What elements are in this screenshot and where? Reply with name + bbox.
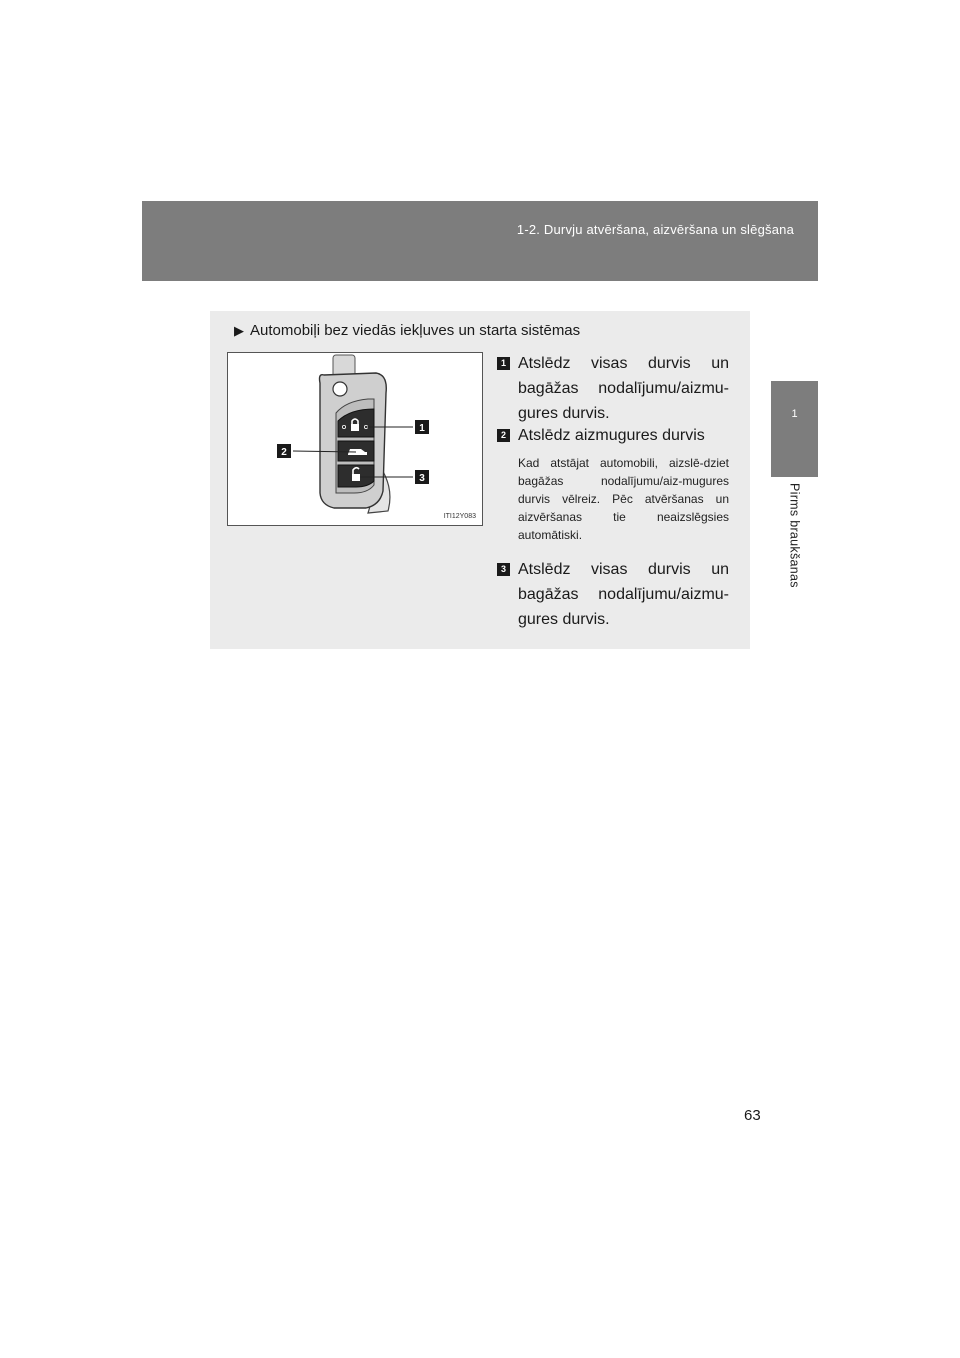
- callout-3: 3: [419, 473, 425, 484]
- page-number: 63: [744, 1107, 761, 1124]
- item-number-box: 2: [497, 429, 510, 442]
- item-number-box: 1: [497, 357, 510, 370]
- callout-2: 2: [281, 447, 287, 458]
- chapter-label: [771, 483, 818, 593]
- item-text: Atslēdz visas durvis un bagāžas nodalījumu/aizmu-gures durvis.: [518, 561, 729, 628]
- chapter-label-text: Pirms braukšanas: [787, 483, 802, 588]
- list-item: [497, 557, 729, 632]
- item-note: Kad atstājat automobili, aizslē-dziet bagāžas nodalījumu/aiz-mugures durvis vēlreiz. Pēc atvēršanas un aizvēršanas tie neaizslēgsies automātiski.: [518, 456, 729, 542]
- list-item: [497, 423, 729, 448]
- key-fob-illustration: [228, 353, 482, 525]
- item-text: Atslēdz visas durvis un bagāžas nodalījumu/aizmu-gures durvis.: [518, 355, 729, 422]
- header-bar: [142, 201, 818, 281]
- section-title-text: Automobiļi bez viedās iekļuves un starta sistēmas: [250, 322, 581, 339]
- section-title: [234, 322, 580, 339]
- fob-ring-hole: [333, 382, 347, 396]
- chapter-tab: [771, 381, 818, 477]
- figure-code: ITI12Y083: [443, 513, 476, 520]
- callout-1: 1: [419, 423, 425, 434]
- right-triangle-icon: ▶: [234, 323, 244, 338]
- list-item: [497, 351, 729, 426]
- content-box: [210, 311, 750, 649]
- item-text: Atslēdz aizmugures durvis: [518, 427, 705, 444]
- chapter-number: 1: [791, 408, 798, 420]
- breadcrumb: 1-2. Durvju atvēršana, aizvēršana un slēgšana: [516, 222, 794, 237]
- item-number-box: 3: [497, 563, 510, 576]
- key-fob-figure: [227, 352, 483, 526]
